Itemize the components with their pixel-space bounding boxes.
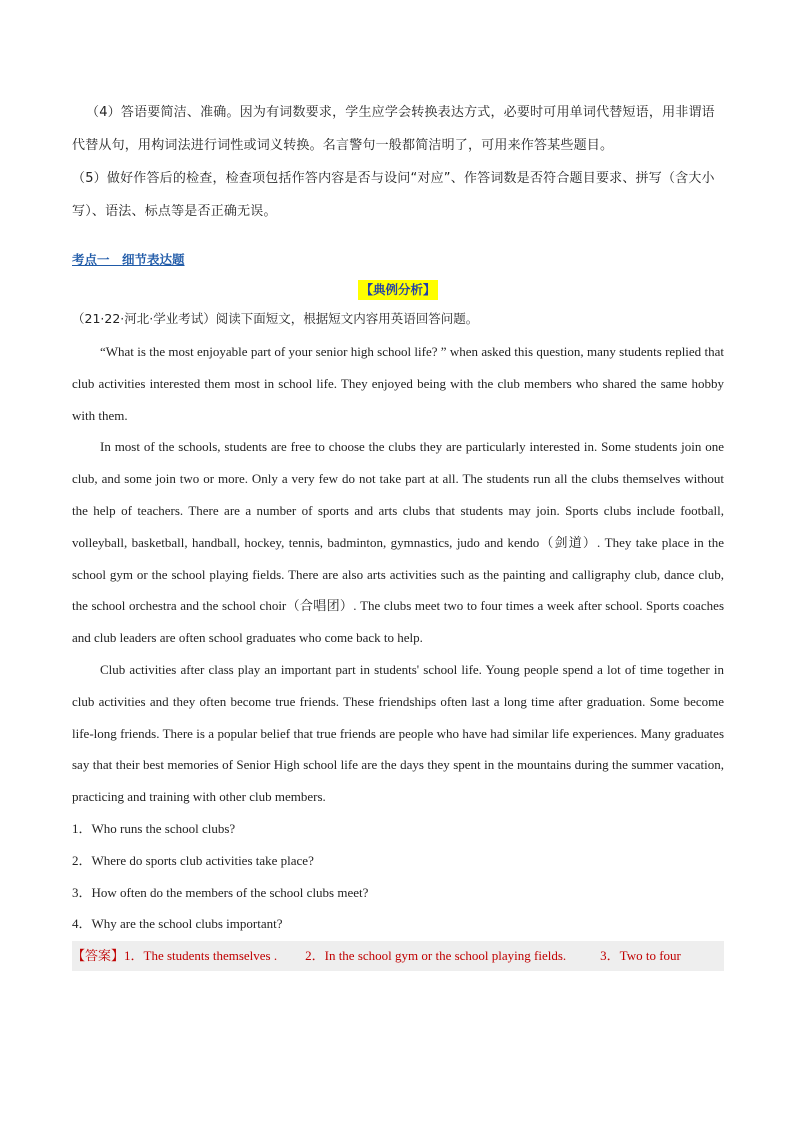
answer-1: 1．The students themselves .: [124, 948, 278, 964]
exam-instruction: （21·22·河北·学业考试）阅读下面短文，根据短文内容用英语回答问题。: [72, 311, 479, 326]
answer-tag: 【答案】: [72, 948, 125, 964]
answer-3: 3．Two to four: [600, 948, 681, 964]
answer-2: 2．In the school gym or the school playing fields.: [305, 948, 567, 964]
document-content: [72, 96, 724, 971]
question-1: 1．Who runs the school clubs?: [72, 820, 236, 836]
example-tag-wrap: [72, 280, 724, 300]
passage-paragraph-3: Club activities after class play an important part in students' school life. Young people spend a lot of time together in club activities and they often become true friends. These friendships often last a long time after graduation. Some become life-long friends. There is a popular belief that true friends are people who have had similar life experiences. Many graduates say that their best memories of Senior High school life are the days they spent in the mountains during the summer vacation, practicing and training with other club members.: [72, 661, 724, 805]
question-3: 3．How often do the members of the school clubs meet?: [72, 884, 369, 900]
passage-paragraph-1: “What is the most enjoyable part of your senior high school life? ” when asked this question, many students replied that club activities interested them most in school life. They enjoyed being with the club members who shared the same hobby with them.: [72, 344, 724, 423]
question-2: 2．Where do sports club activities take place?: [72, 852, 314, 868]
question-list: [72, 813, 724, 940]
tip-5: （5）做好作答后的检查，检查项包括作答内容是否与设问“对应”、作答词数是否符合题目要求、拼写（含大小写）、语法、标点等是否正确无误。: [72, 171, 715, 219]
example-analysis-tag: 【典例分析】: [358, 280, 437, 300]
question-4: 4．Why are the school clubs important?: [72, 916, 283, 932]
tip-4: （4）答语要简洁、准确。因为有词数要求，学生应学会转换表达方式，必要时可用单词代替短语，用非谓语代替从句，用构词法进行词性或词义转换。名言警句一般都简洁明了，可用来作答某些题目。: [72, 105, 715, 153]
passage-paragraph-2: In most of the schools, students are free to choose the clubs they are particularly interested in. Some students join one club, and some join two or more. Only a very few do not take part at all. The students run all the clubs themselves without the help of teachers. There are a number of sports and arts clubs that students may join. Sports clubs include football, volleyball, basketball, handball, hockey, tennis, badminton, gymnastics, judo and kendo（剑道）. They take place in the school gym or the school playing fields. There are also arts activities such as the painting and calligraphy club, dance club, the school orchestra and the school choir（合唱团）. The clubs meet two to four times a week after school. Sports coaches and club leaders are often school graduates who come back to help.: [72, 439, 724, 646]
tips-block: [72, 96, 724, 228]
answer-bar: [72, 941, 724, 971]
section-title: 考点一 细节表达题: [72, 252, 185, 267]
reading-passage: [72, 336, 724, 813]
